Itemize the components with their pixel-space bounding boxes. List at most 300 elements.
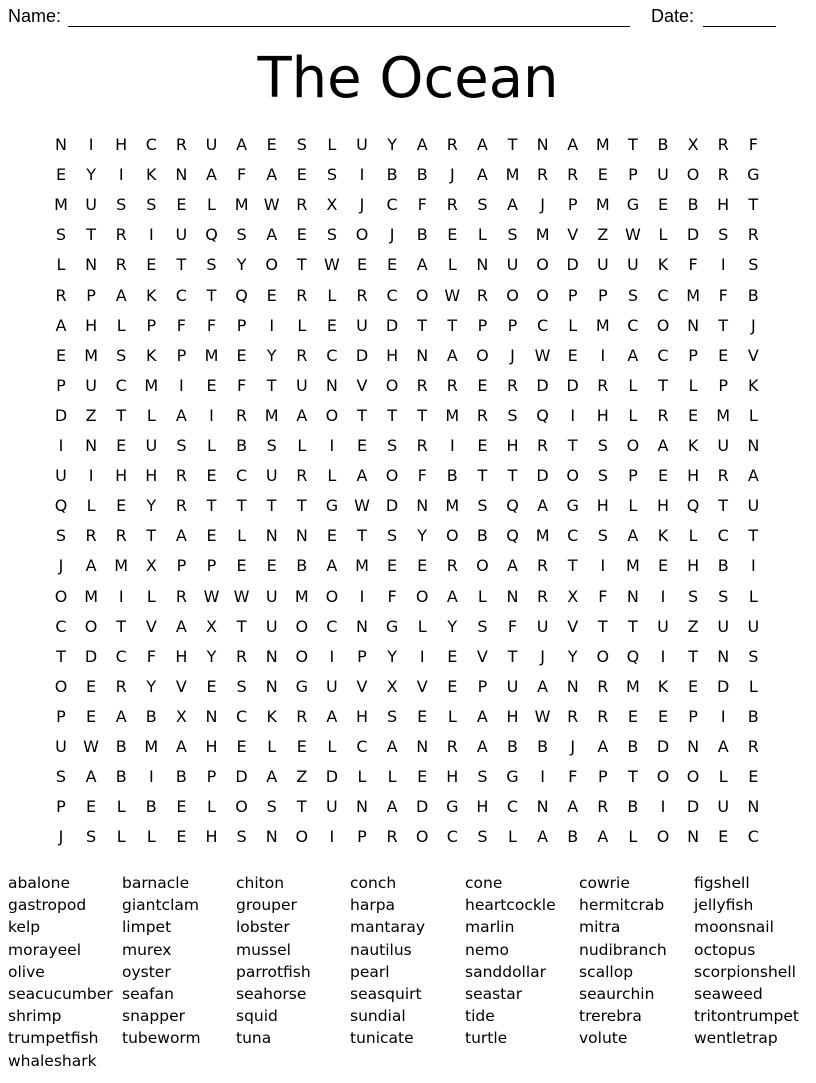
grid-letter: T [56, 646, 66, 666]
grid-letter: E [356, 255, 368, 275]
grid-letter: D [385, 496, 399, 516]
grid-letter: V [175, 676, 187, 696]
grid-letter: Y [146, 676, 157, 696]
grid-letter: X [175, 706, 187, 726]
grid-letter: E [116, 436, 127, 455]
grid-letter: I [750, 556, 756, 576]
grid-letter: I [720, 706, 726, 726]
grid-letter: I [600, 556, 606, 576]
grid-letter: P [507, 315, 518, 335]
grid-letter: L [568, 315, 578, 335]
grid-letter: S [387, 526, 398, 546]
grid-letter: L [207, 797, 216, 817]
grid-letter: R [567, 165, 579, 185]
grid-letter: U [55, 466, 67, 486]
grid-letter: R [747, 225, 759, 245]
grid-letter: O [295, 616, 309, 636]
grid-letter: R [416, 436, 428, 455]
grid-letter: H [175, 646, 188, 666]
grid-letter: L [267, 737, 277, 756]
grid-letter: D [235, 767, 248, 787]
word-list-item: limpet [122, 918, 172, 937]
grid-row [46, 311, 766, 341]
grid-letter: L [327, 285, 337, 305]
grid-letter: T [628, 135, 638, 154]
grid-row [46, 762, 766, 792]
grid-letter: U [356, 135, 368, 154]
grid-letter: S [55, 767, 67, 787]
word-list-item: nemo [465, 940, 509, 959]
word-list-item: gastropod [8, 896, 87, 915]
grid-letter: R [115, 676, 127, 696]
grid-letter: J [570, 737, 576, 756]
grid-letter: M [84, 345, 98, 365]
grid-letter: L [207, 195, 216, 215]
grid-letter: B [657, 135, 669, 154]
grid-letter: D [566, 255, 579, 275]
grid-letter: L [297, 436, 307, 455]
grid-letter: T [236, 616, 247, 636]
grid-letter: N [175, 165, 188, 185]
grid-letter: S [55, 225, 67, 245]
grid-letter: L [477, 586, 487, 606]
grid-letter: R [446, 135, 458, 154]
grid-row [46, 612, 766, 642]
grid-letter: I [88, 466, 94, 486]
word-list-item: seasquirt [350, 985, 422, 1003]
word-list-item: sundial [350, 1007, 406, 1026]
grid-letter: X [206, 616, 217, 636]
grid-row [46, 702, 766, 732]
grid-letter: N [536, 135, 549, 154]
grid-letter: T [507, 466, 518, 486]
grid-letter: B [115, 767, 127, 787]
grid-letter: A [627, 526, 639, 546]
grid-letter: S [748, 646, 759, 666]
grid-letter: S [236, 676, 247, 696]
grid-letter: T [688, 646, 698, 666]
grid-letter: S [176, 436, 187, 455]
grid-letter: B [145, 797, 157, 817]
grid-letter: L [207, 436, 216, 455]
word-list-item: seaurchin [579, 985, 655, 1003]
grid-letter: P [56, 706, 66, 726]
grid-letter: E [176, 797, 187, 817]
word-list-item: oyster [122, 962, 171, 981]
grid-letter: M [716, 405, 731, 425]
word-list-item: seacucumber [8, 985, 113, 1003]
grid-letter: O [686, 767, 700, 787]
grid-letter: T [296, 255, 307, 275]
grid-letter: I [179, 375, 184, 395]
word-list-item: pearl [350, 962, 390, 981]
grid-letter: O [446, 526, 459, 546]
grid-letter: S [477, 496, 488, 516]
grid-letter: Y [86, 165, 96, 185]
grid-letter: P [146, 315, 157, 335]
grid-letter: U [326, 676, 338, 696]
grid-letter: J [58, 556, 64, 576]
grid-letter: Q [626, 646, 640, 666]
grid-letter: O [476, 345, 489, 365]
grid-letter: M [535, 526, 550, 546]
grid-letter: B [567, 827, 579, 847]
grid-letter: I [570, 405, 576, 425]
grid-letter: U [85, 195, 97, 215]
grid-letter: Q [506, 526, 519, 546]
word-list-item: olive [8, 962, 45, 981]
grid-letter: S [55, 526, 67, 546]
grid-letter: I [58, 436, 64, 455]
grid-letter: A [55, 315, 67, 335]
grid-letter: S [507, 405, 518, 425]
name-field[interactable] [68, 6, 630, 27]
word-search-grid [46, 130, 766, 852]
grid-letter: P [597, 767, 608, 787]
grid-letter: I [329, 646, 335, 666]
grid-letter: L [116, 797, 126, 817]
grid-letter: I [720, 255, 726, 275]
grid-letter: F [718, 285, 728, 305]
grid-letter: E [236, 556, 247, 576]
grid-letter: G [626, 195, 640, 215]
grid-letter: F [507, 616, 518, 636]
grid-letter: H [596, 405, 609, 425]
grid-letter: N [416, 496, 429, 516]
grid-letter: J [449, 165, 455, 185]
grid-letter: T [628, 767, 638, 787]
grid-letter: A [476, 165, 488, 185]
grid-letter: T [116, 405, 127, 425]
grid-letter: U [627, 255, 639, 275]
grid-letter: J [750, 315, 756, 335]
grid-letter: N [536, 797, 549, 817]
word-list [8, 872, 808, 1072]
grid-letter: R [567, 706, 579, 726]
grid-letter: T [116, 616, 127, 636]
grid-letter: U [265, 616, 278, 636]
grid-letter: Y [266, 345, 277, 365]
grid-letter: N [747, 797, 760, 817]
grid-letter: A [175, 526, 187, 546]
grid-letter: L [297, 315, 307, 335]
grid-letter: W [263, 195, 280, 215]
grid-letter: O [415, 827, 429, 847]
grid-letter: E [387, 255, 398, 275]
grid-row [46, 582, 766, 612]
grid-letter: L [628, 405, 638, 425]
name-label: Name: [8, 6, 62, 26]
grid-letter: N [205, 706, 218, 726]
date-label: Date: [651, 6, 695, 26]
grid-letter: D [54, 405, 68, 425]
grid-letter: T [477, 466, 488, 486]
grid-row [46, 250, 766, 280]
grid-letter: M [625, 556, 640, 576]
grid-letter: A [567, 135, 579, 154]
grid-letter: P [56, 375, 66, 395]
grid-letter: P [477, 676, 488, 696]
grid-letter: I [359, 165, 365, 185]
grid-letter: H [596, 496, 609, 516]
grid-letter: S [236, 827, 247, 847]
grid-letter: D [686, 225, 700, 245]
word-list-item: sanddollar [465, 962, 547, 981]
grid-letter: R [416, 375, 428, 395]
grid-letter: X [687, 135, 699, 154]
grid-letter: R [236, 405, 248, 425]
grid-letter: R [175, 135, 187, 154]
grid-letter: J [389, 225, 395, 245]
word-list-item: morayeel [8, 940, 82, 959]
grid-letter: H [355, 706, 369, 726]
grid-letter: L [628, 827, 638, 847]
grid-letter: C [326, 345, 338, 365]
grid-row [46, 672, 766, 702]
grid-letter: C [567, 526, 579, 546]
grid-letter: E [206, 526, 217, 546]
grid-letter: A [537, 496, 549, 516]
grid-letter: O [626, 436, 640, 455]
grid-letter: J [359, 195, 365, 215]
grid-letter: Y [417, 526, 428, 546]
grid-letter: N [687, 737, 700, 756]
grid-letter: B [627, 797, 639, 817]
grid-letter: E [176, 827, 187, 847]
word-list-item: tuna [236, 1029, 272, 1048]
grid-letter: B [236, 436, 248, 455]
grid-letter: T [718, 315, 729, 335]
grid-letter: N [356, 797, 368, 817]
grid-letter: C [326, 616, 338, 636]
word-list-item: kelp [8, 918, 41, 937]
grid-row [46, 792, 766, 822]
grid-letter: Q [54, 496, 68, 516]
grid-letter: L [146, 586, 156, 606]
grid-row [46, 130, 766, 160]
word-list-item: nudibranch [579, 940, 667, 959]
grid-letter: A [747, 466, 759, 486]
grid-letter: U [506, 676, 519, 696]
grid-letter: L [387, 767, 397, 787]
grid-letter: A [326, 706, 338, 726]
word-list-item: octopus [694, 940, 756, 959]
grid-letter: A [476, 737, 488, 756]
grid-letter: B [717, 556, 729, 576]
grid-letter: A [416, 255, 428, 275]
grid-letter: N [356, 616, 368, 636]
grid-letter: K [146, 165, 157, 185]
grid-letter: D [686, 797, 700, 817]
grid-letter: N [325, 375, 338, 395]
grid-letter: M [505, 165, 520, 185]
grid-letter: T [206, 496, 217, 516]
grid-letter: E [176, 195, 187, 215]
grid-letter: V [567, 616, 579, 636]
grid-letter: K [687, 436, 699, 455]
grid-letter: S [266, 436, 277, 455]
word-list-item: tunicate [350, 1029, 414, 1048]
grid-letter: E [417, 767, 428, 787]
grid-letter: W [233, 586, 250, 606]
grid-letter: O [686, 165, 700, 185]
grid-letter: R [597, 706, 609, 726]
grid-letter: F [568, 767, 578, 787]
grid-letter: C [506, 797, 519, 817]
grid-letter: L [748, 586, 758, 606]
grid-letter: X [145, 556, 157, 576]
grid-letter: P [56, 797, 66, 817]
grid-letter: G [747, 165, 760, 185]
grid-letter: W [534, 345, 551, 365]
grid-letter: A [85, 556, 97, 576]
grid-letter: K [748, 375, 759, 395]
grid-letter: L [628, 375, 638, 395]
grid-letter: E [296, 165, 307, 185]
grid-letter: U [265, 466, 278, 486]
grid-row [46, 160, 766, 190]
grid-letter: R [446, 195, 458, 215]
grid-letter: D [536, 375, 549, 395]
grid-letter: C [356, 737, 368, 756]
grid-letter: O [295, 827, 309, 847]
grid-letter: E [447, 676, 458, 696]
grid-letter: E [86, 706, 97, 726]
grid-row [46, 521, 766, 551]
word-list-item: lobster [236, 918, 290, 937]
grid-letter: E [417, 706, 428, 726]
grid-letter: W [83, 737, 99, 756]
grid-letter: O [536, 285, 549, 305]
grid-row [46, 220, 766, 250]
grid-letter: K [657, 526, 669, 546]
grid-row [46, 371, 766, 401]
grid-letter: S [597, 436, 608, 455]
word-list-item: marlin [465, 918, 515, 937]
grid-letter: C [55, 616, 67, 636]
grid-letter: E [688, 405, 699, 425]
grid-letter: A [416, 135, 428, 154]
grid-letter: L [477, 225, 487, 245]
grid-letter: O [476, 556, 489, 576]
grid-letter: K [657, 676, 669, 696]
grid-letter: V [356, 676, 368, 696]
grid-row [46, 732, 766, 762]
grid-letter: V [747, 345, 759, 365]
grid-letter: T [146, 526, 157, 546]
grid-letter: Y [146, 496, 157, 516]
grid-letter: U [85, 375, 97, 395]
grid-letter: R [356, 285, 368, 305]
grid-letter: S [206, 255, 217, 275]
grid-letter: A [326, 556, 338, 576]
grid-letter: P [236, 315, 247, 335]
grid-letter: F [146, 646, 156, 666]
grid-letter: O [84, 616, 98, 636]
grid-letter: C [657, 345, 669, 365]
grid-letter: H [687, 556, 700, 576]
grid-letter: T [417, 315, 428, 335]
grid-letter: E [326, 315, 337, 335]
grid-letter: S [296, 135, 307, 154]
grid-letter: E [296, 225, 307, 245]
grid-letter: E [55, 165, 67, 185]
grid-letter: T [718, 496, 729, 516]
grid-letter: E [748, 767, 759, 787]
grid-row [46, 551, 766, 581]
word-list-item: squid [236, 1007, 278, 1026]
grid-letter: I [600, 345, 606, 365]
word-list-item: figshell [694, 874, 750, 892]
grid-letter: H [446, 767, 459, 787]
grid-letter: E [657, 466, 669, 486]
word-list-item: moonsnail [694, 918, 774, 937]
grid-letter: D [385, 315, 399, 335]
grid-letter: O [656, 827, 670, 847]
grid-letter: V [567, 225, 579, 245]
word-list-item: whaleshark [8, 1051, 97, 1070]
grid-letter: S [477, 827, 488, 847]
grid-letter: M [595, 315, 610, 335]
grid-letter: R [717, 135, 729, 154]
grid-letter: U [175, 225, 188, 245]
grid-row [46, 431, 766, 461]
grid-letter: A [476, 706, 488, 726]
grid-letter: A [597, 737, 609, 756]
grid-letter: Z [597, 225, 609, 245]
grid-letter: E [627, 706, 638, 726]
grid-letter: C [115, 646, 127, 666]
grid-letter: R [115, 255, 127, 275]
grid-letter: B [507, 737, 518, 756]
grid-letter: H [386, 345, 399, 365]
grid-letter: O [54, 586, 68, 606]
grid-letter: G [325, 496, 339, 516]
grid-letter: E [477, 375, 488, 395]
grid-letter: A [115, 706, 127, 726]
grid-letter: H [687, 466, 700, 486]
grid-letter: R [175, 466, 187, 486]
grid-letter: K [266, 706, 277, 726]
word-list-item: wentletrap [694, 1029, 778, 1048]
grid-letter: B [687, 195, 699, 215]
grid-letter: M [114, 556, 129, 576]
grid-letter: O [325, 586, 339, 606]
grid-letter: I [88, 135, 94, 154]
grid-letter: L [327, 737, 337, 756]
grid-letter: M [294, 586, 309, 606]
grid-letter: L [718, 767, 728, 787]
grid-letter: B [747, 706, 759, 726]
date-field[interactable] [703, 6, 776, 27]
grid-letter: N [265, 676, 278, 696]
grid-letter: E [266, 135, 277, 154]
grid-letter: U [506, 255, 519, 275]
grid-letter: E [236, 345, 247, 365]
word-list-item: jellyfish [694, 896, 754, 915]
grid-letter: T [567, 436, 578, 455]
grid-letter: M [445, 496, 460, 516]
grid-letter: N [717, 646, 730, 666]
grid-letter: H [506, 436, 519, 455]
grid-letter: P [567, 195, 578, 215]
grid-letter: O [325, 405, 339, 425]
grid-letter: O [506, 285, 519, 305]
grid-letter: V [416, 676, 428, 696]
grid-letter: T [176, 255, 187, 275]
grid-letter: J [58, 827, 64, 847]
grid-letter: T [266, 496, 277, 516]
